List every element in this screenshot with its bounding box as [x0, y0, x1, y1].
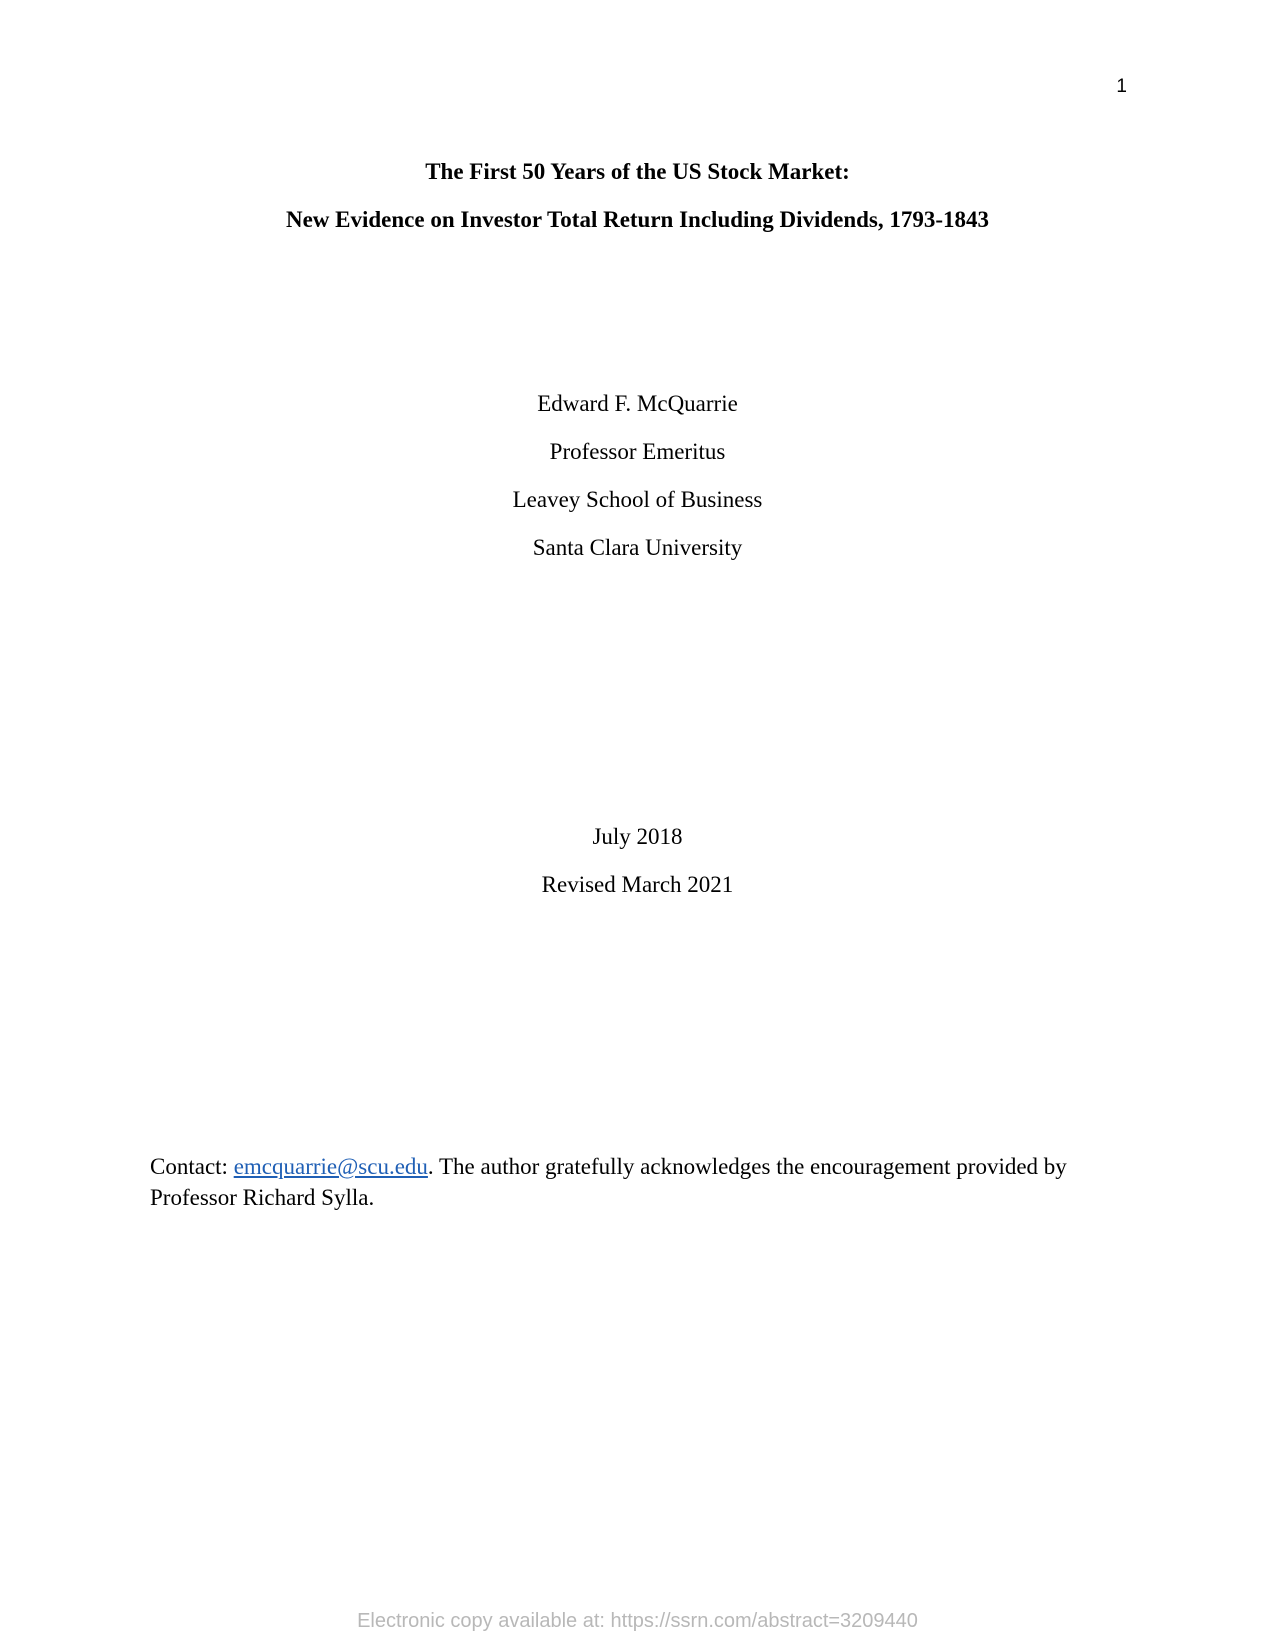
acknowledgement-text: . The author gratefully acknowledges the encouragement provided by Professor Richard Sylla. — [150, 1154, 1067, 1210]
email-link[interactable]: emcquarrie@scu.edu — [233, 1154, 428, 1179]
revised-date: Revised March 2021 — [541, 872, 734, 897]
date-block — [0, 813, 1275, 909]
author-block — [0, 380, 1275, 572]
page-number: 1 — [1116, 76, 1127, 97]
author-school: Leavey School of Business — [512, 487, 763, 512]
contact-paragraph — [150, 1151, 1125, 1213]
title-block — [0, 148, 1275, 244]
paper-title-line-1: The First 50 Years of the US Stock Market: — [425, 159, 850, 184]
author-position: Professor Emeritus — [549, 439, 726, 464]
paper-title-line-2: New Evidence on Investor Total Return Including Dividends, 1793-1843 — [285, 207, 990, 232]
author-name: Edward F. McQuarrie — [537, 391, 738, 416]
original-date: July 2018 — [592, 824, 683, 849]
author-university: Santa Clara University — [532, 535, 743, 560]
ssrn-footer: Electronic copy available at: https://ssrn.com/abstract=3209440 — [357, 1610, 918, 1632]
contact-label: Contact: — [150, 1154, 234, 1179]
